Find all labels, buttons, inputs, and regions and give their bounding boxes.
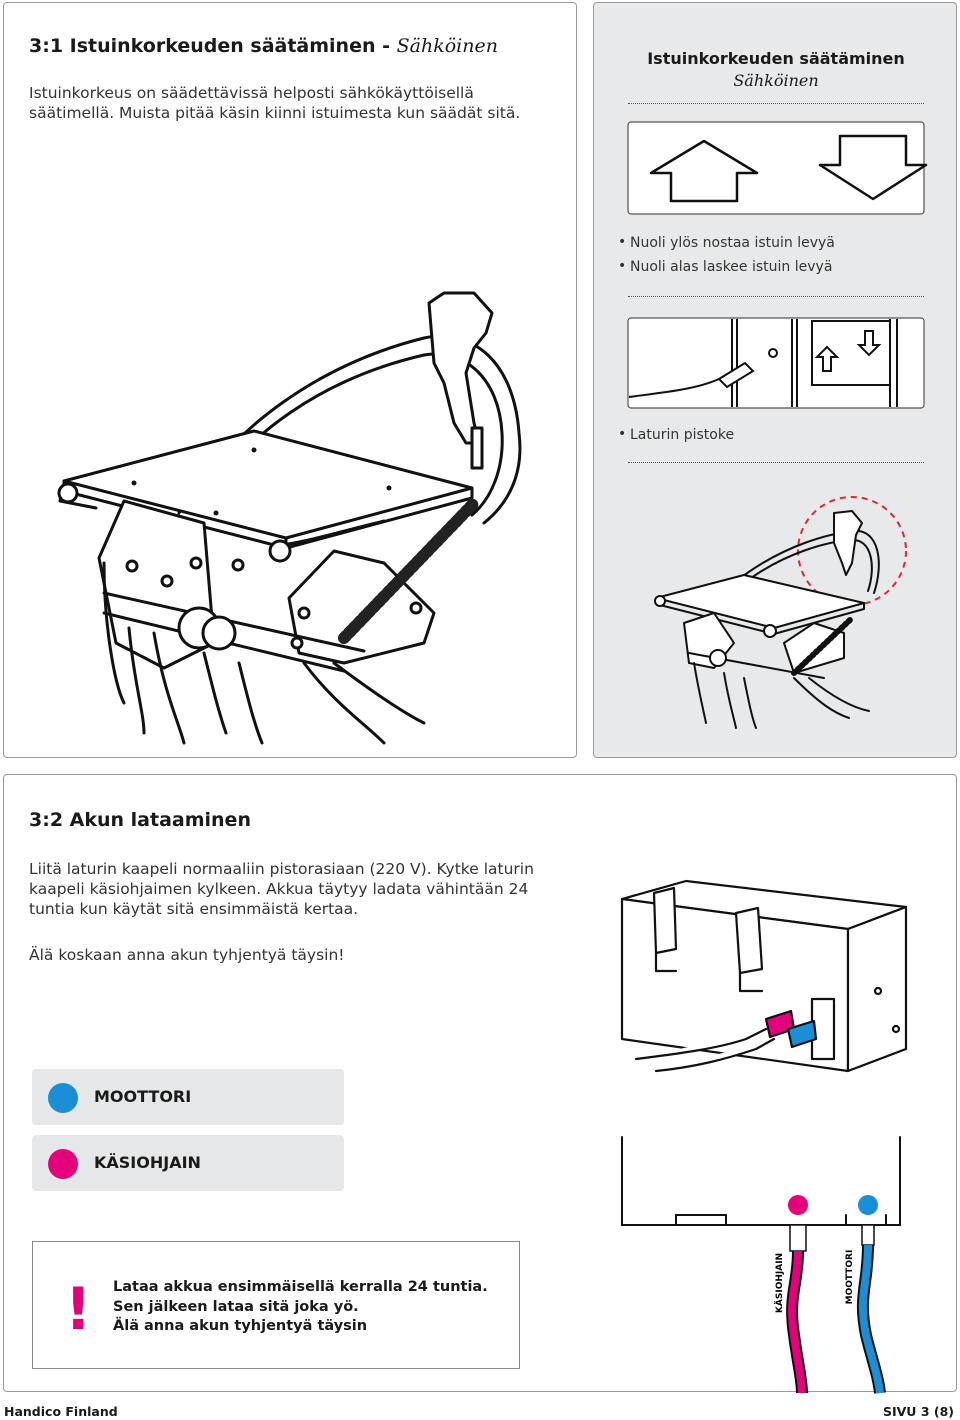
motor-color-dot [48,1083,78,1113]
divider [628,103,924,104]
down-arrow-icon [594,3,595,4]
legend-motor-label: MOOTTORI [94,1087,192,1106]
warning-icon: ! [65,1275,92,1343]
section-heading-battery: 3:2 Akun lataaminen [29,809,251,831]
battery-charging-panel [3,774,957,1392]
battery-box-illustration [616,879,926,1079]
warning-text [113,1278,488,1337]
seat-height-panel [3,2,577,758]
side-instructions-panel [593,2,957,758]
warning-line: Sen jälkeen lataa sitä joka yö. [113,1298,359,1315]
divider [628,462,924,463]
bullet-charger-plug: • Laturin pistoke [630,427,734,443]
seat-mechanism-illustration [4,3,578,759]
hand-control-color-dot [48,1149,78,1179]
charger-socket-illustration [627,317,925,409]
battery-warning-line: Älä koskaan anna akun tyhjentyä täysin! [29,946,345,964]
warning-line: Älä anna akun tyhjentyä täysin [113,1318,368,1334]
battery-cables-illustration [616,1135,916,1395]
bullet-arrow-down: • Nuoli alas laskee istuin levyä [630,259,832,275]
warning-line: Lataa akkua ensimmäisellä kerralla 24 tuntia. [113,1279,488,1295]
cable-label-motor: MOOTTORI [845,1249,855,1305]
legend-hand-control-label: KÄSIOHJAIN [94,1153,201,1172]
side-panel-subtitle: Sähköinen [733,71,819,90]
section-heading-seat-height: 3:1 Istuinkorkeuden säätäminen - Sähköinen [29,35,498,57]
bullet-arrow-up: • Nuoli ylös nostaa istuin levyä [630,235,835,251]
legend-hand-control [32,1135,344,1191]
cable-label-hand-control: KÄSIOHJAIN [775,1252,785,1314]
divider [628,296,924,297]
battery-description: Liitä laturin kaapeli normaaliin pistorasiaan (220 V). Kytke laturin kaapeli käsiohjaimen kylkeen. Akkua täytyy ladata vähintään 24 tuntia kun käytät sitä ensimmäistä kertaa. [29,860,534,918]
footer-page-number: SIVU 3 (8) [882,1404,954,1419]
legend-motor [32,1069,344,1125]
footer-company: Handico Finland [4,1404,118,1419]
seat-height-description: Istuinkorkeus on säädettävissä helposti sähkökäyttöisellä säätimellä. Muista pitää käsin kiinni istuimesta kun säädät sitä. [29,84,521,122]
arrow-buttons-illustration [627,121,925,215]
seat-overview-illustration [594,483,958,743]
side-panel-title: Istuinkorkeuden säätäminen [647,49,905,68]
charging-warning-box [32,1241,520,1369]
